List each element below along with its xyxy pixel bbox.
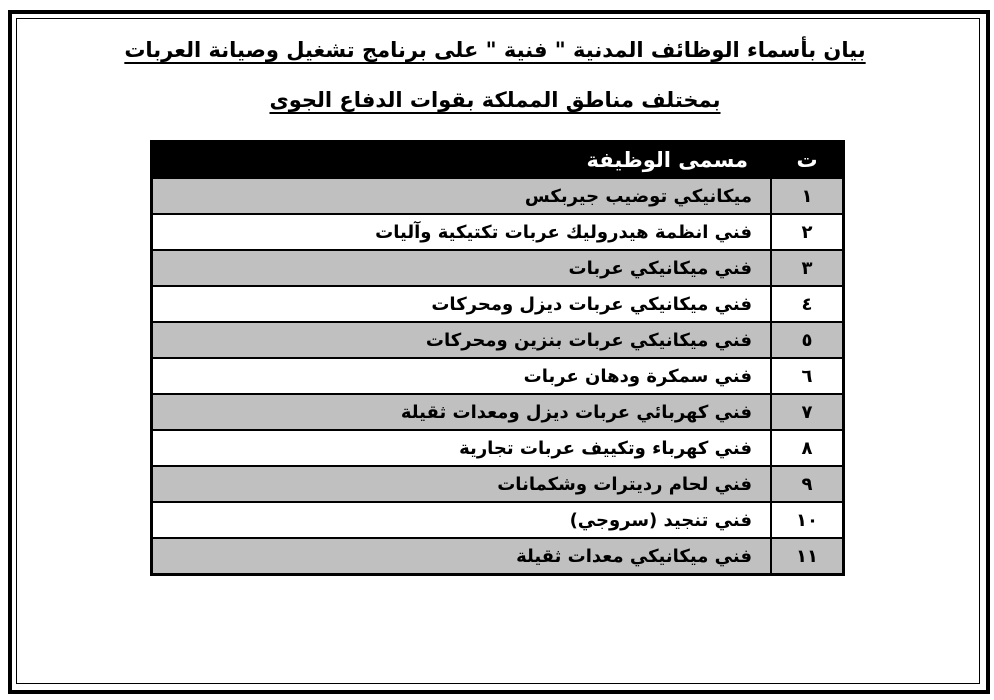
row-number: ٨ — [771, 430, 844, 466]
table-row — [152, 430, 844, 466]
row-number: ١ — [771, 178, 844, 214]
document-title-line-1 — [60, 38, 930, 62]
table-row — [152, 286, 844, 322]
table-body — [152, 178, 844, 575]
row-number: ٩ — [771, 466, 844, 502]
table-row — [152, 214, 844, 250]
row-number: ٥ — [771, 322, 844, 358]
title-line-2-text: بمختلف مناطق المملكة بقوات الدفاع الجوى — [269, 88, 721, 112]
row-job-title: فني تنجيد (سروجي) — [152, 502, 772, 538]
row-number: ٧ — [771, 394, 844, 430]
table-row — [152, 466, 844, 502]
row-number: ١٠ — [771, 502, 844, 538]
header-job-title: مسمى الوظيفة — [152, 142, 772, 179]
title-line-1-text: بيان بأسماء الوظائف المدنية " فنية " على برنامج تشغيل وصيانة العربات — [124, 38, 866, 62]
table-row — [152, 250, 844, 286]
row-number: ٦ — [771, 358, 844, 394]
row-job-title: فني سمكرة ودهان عربات — [152, 358, 772, 394]
row-job-title: فني لحام رديترات وشكمانات — [152, 466, 772, 502]
row-number: ٣ — [771, 250, 844, 286]
table-header-row — [152, 142, 844, 179]
document-title-line-2 — [60, 88, 930, 112]
table-row — [152, 394, 844, 430]
header-number: ت — [771, 142, 844, 179]
table-row — [152, 322, 844, 358]
row-job-title: فني ميكانيكي عربات — [152, 250, 772, 286]
table-row — [152, 178, 844, 214]
row-number: ٤ — [771, 286, 844, 322]
table-row — [152, 502, 844, 538]
row-job-title: فني ميكانيكي عربات بنزين ومحركات — [152, 322, 772, 358]
row-job-title: فني ميكانيكي معدات ثقيلة — [152, 538, 772, 575]
row-job-title: فني كهرباء وتكييف عربات تجارية — [152, 430, 772, 466]
table-row — [152, 538, 844, 575]
row-job-title: فني كهربائي عربات ديزل ومعدات ثقيلة — [152, 394, 772, 430]
table-row — [152, 358, 844, 394]
row-number: ١١ — [771, 538, 844, 575]
row-job-title: فني ميكانيكي عربات ديزل ومحركات — [152, 286, 772, 322]
row-job-title: فني انظمة هيدروليك عربات تكتيكية وآليات — [152, 214, 772, 250]
jobs-table — [150, 140, 845, 576]
row-number: ٢ — [771, 214, 844, 250]
row-job-title: ميكانيكي توضيب جيربكس — [152, 178, 772, 214]
